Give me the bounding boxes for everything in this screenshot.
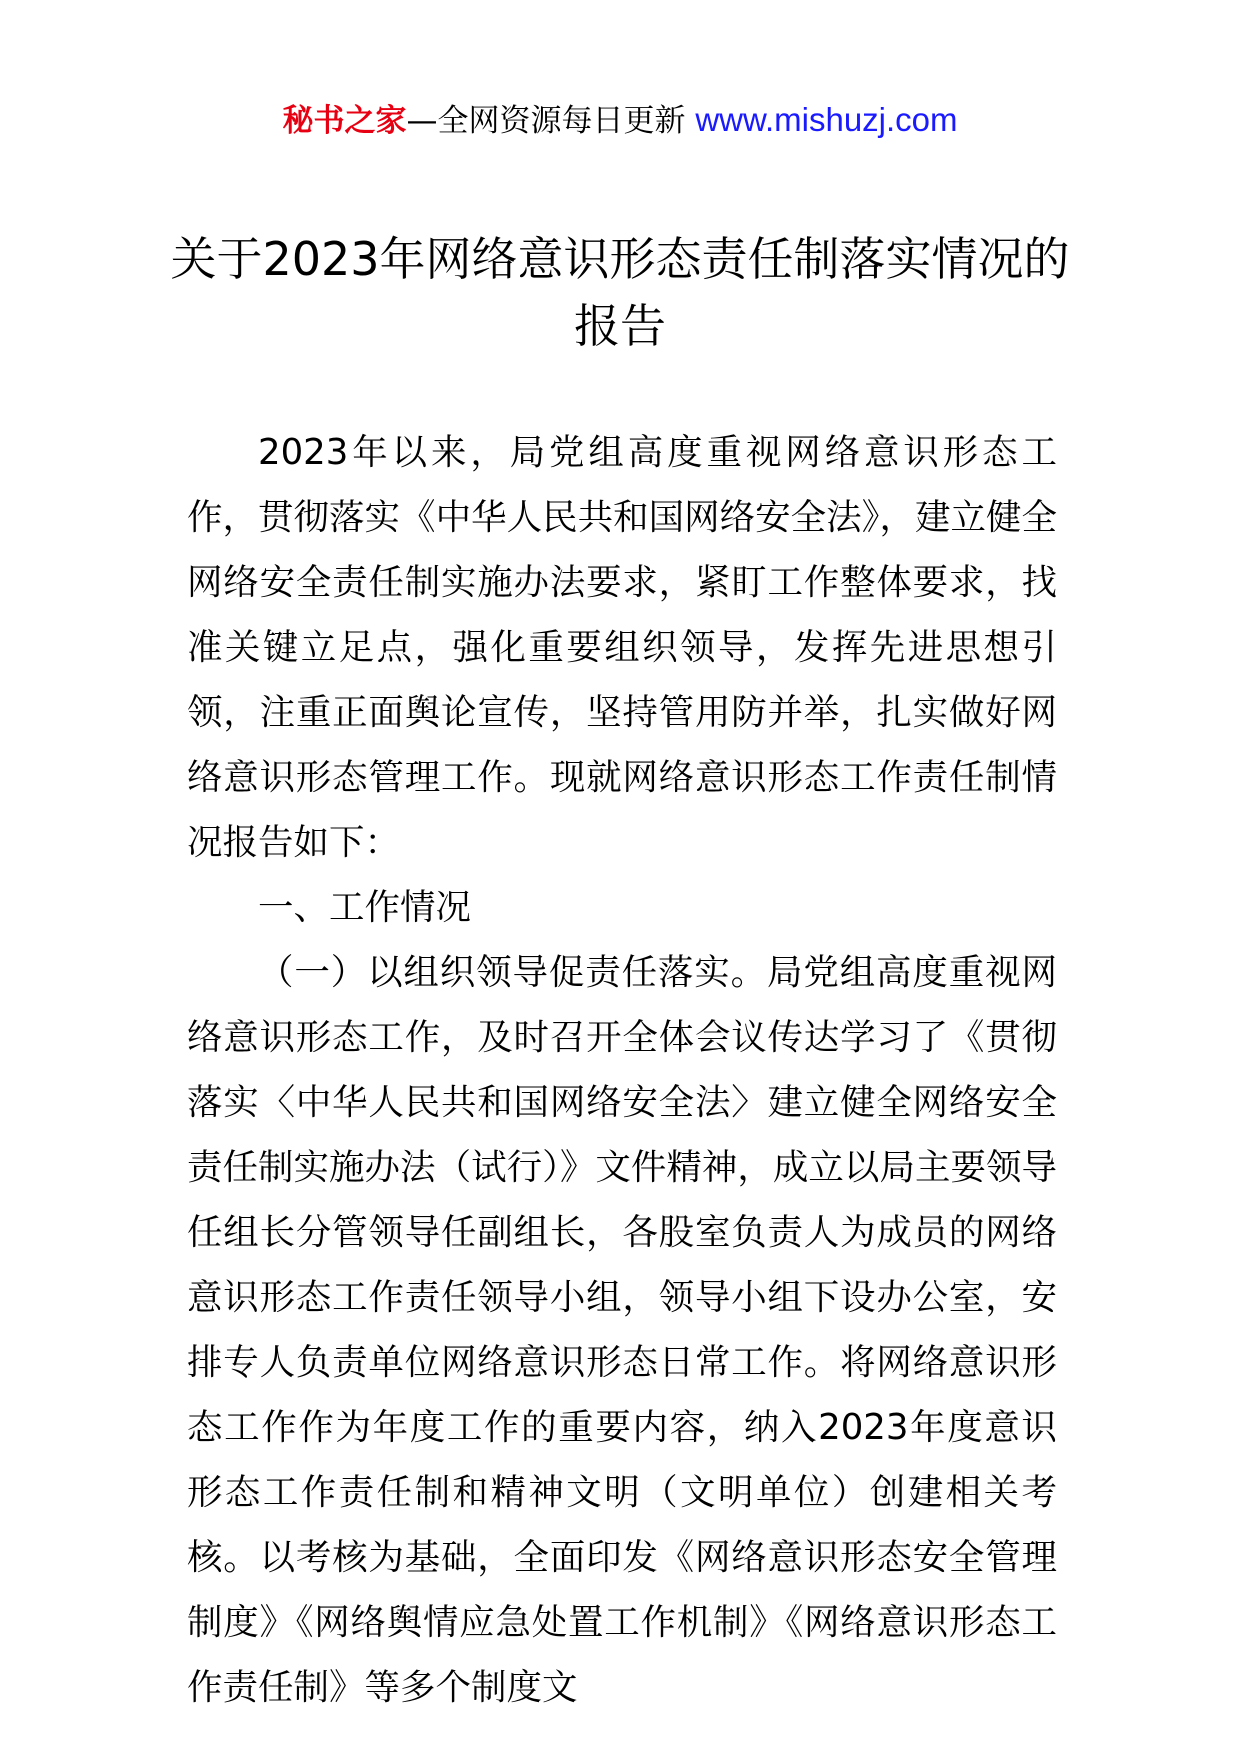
site-header-banner [0, 98, 1240, 143]
header-slogan: —全网资源每日更新 [406, 103, 696, 139]
brand-name: 秘书之家 [282, 103, 407, 139]
site-url-link[interactable]: www.mishuzj.com [695, 101, 958, 138]
section-heading: 一、工作情况 [258, 887, 472, 928]
document-title: 关于2023年网络意识形态责任制落实情况的报告 [170, 232, 1070, 353]
body-paragraph: （一）以组织领导促责任落实。局党组高度重视网络意识形态工作，及时召开全体会议传达学习了《贯彻落实〈中华人民共和国网络安全法〉建立健全网络安全责任制实施办法（试行）》文件精神，成立以局主要领导任组长分管领导任副组长，各股室负责人为成员的网络意识形态工作责任领导小组，领导小组下设办公室，安排专人负责单位网络意识形态日常工作。将网络意识形态工作作为年度工作的重要内容，纳入2023年度意识形态工作责任制和精神文明（文明单位）创建相关考核。以考核为基础，全面印发《网络意识形态安全管理制度》《网络舆情应急处置工作机制》《网络意识形态工作责任制》等多个制度文 [187, 952, 1057, 1708]
intro-paragraph: 2023年以来，局党组高度重视网络意识形态工作，贯彻落实《中华人民共和国网络安全法》，建立健全网络安全责任制实施办法要求，紧盯工作整体要求，找准关键立足点，强化重要组织领导，发挥先进思想引领，注重正面舆论宣传，坚持管用防并举，扎实做好网络意识形态管理工作。现就网络意识形态工作责任制情况报告如下： [187, 432, 1057, 863]
document-body [187, 420, 1057, 1720]
